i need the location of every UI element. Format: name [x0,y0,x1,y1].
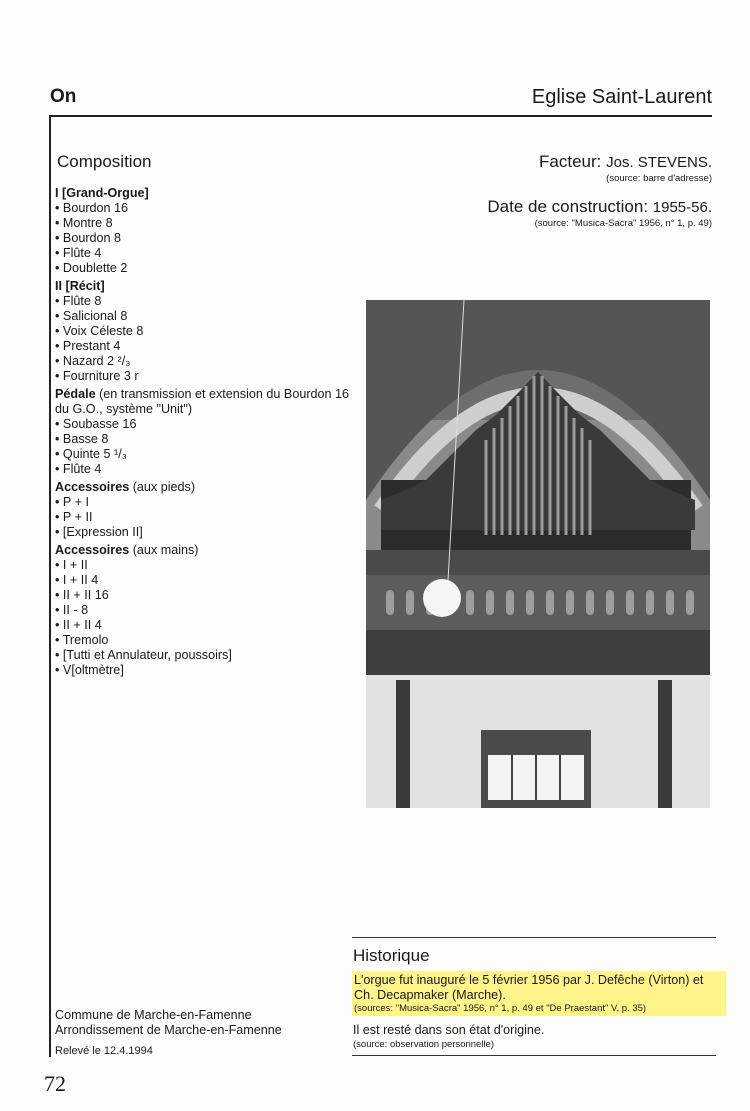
stop-item: • II - 8 [55,603,355,618]
stop-item: • I + II 4 [55,573,355,588]
division-heading [55,387,355,417]
division [55,387,355,477]
stop-item: • II + II 16 [55,588,355,603]
stop-item: • Soubasse 16 [55,417,355,432]
stop-item: • Basse 8 [55,432,355,447]
composition-title: Composition [57,152,152,171]
division-heading [55,279,355,294]
left-vertical-rule [49,115,51,1057]
stop-list [55,186,355,678]
division [55,480,355,540]
header-right: Eglise Saint-Laurent [531,86,712,108]
stop-item: • P + II [55,510,355,525]
division-heading [55,543,355,558]
organ-photo [366,300,710,808]
historique-highlight [352,971,726,1016]
stop-item: • I + II [55,558,355,573]
division-name: II [Récit] [55,279,105,293]
header-rule [50,115,712,117]
stop-item: • Flûte 8 [55,294,355,309]
stop-item: • Bourdon 16 [55,201,355,216]
division-note: (aux mains) [129,543,199,557]
division-name: Accessoires [55,543,130,557]
stop-item: • P + I [55,495,355,510]
historique-bottom-rule [352,1055,716,1056]
facteur-source: (source: barre d'adresse) [606,173,712,184]
commune-block [55,1008,282,1038]
date-label: Date de construction: [487,197,653,216]
division-heading [55,480,355,495]
date-source: (source: "Musica-Sacra" 1956, n° 1, p. 49) [534,218,712,229]
division [55,543,355,678]
header-left: On [50,86,77,107]
stop-item: • Tremolo [55,633,355,648]
division-name: I [Grand-Orgue] [55,186,149,200]
stop-item: • Flûte 4 [55,246,355,261]
stop-item: • V[oltmètre] [55,663,355,678]
stop-item: • Prestant 4 [55,339,355,354]
historique-line2: Il est resté dans son état d'origine. [353,1023,545,1037]
stop-item: • Montre 8 [55,216,355,231]
stop-item: • Fourniture 3 r [55,369,355,384]
historique-title: Historique [353,946,430,965]
historique-line1: L'orgue fut inauguré le 5 février 1956 par J. Defêche (Virton) et [354,973,704,987]
division-name: Accessoires [55,480,130,494]
facteur-value: Jos. STEVENS. [606,154,712,171]
facteur-label: Facteur: [539,152,607,171]
facteur-line [539,152,712,172]
historique-line1b: Ch. Decapmaker (Marche). [354,988,506,1002]
stop-item: • [Tutti et Annulateur, poussoirs] [55,648,355,663]
stop-item: • Quinte 5 ¹/₃ [55,447,355,462]
division-note: (en transmission et extension du Bourdon 16 du G.O., système "Unit") [55,387,350,416]
releve-date: Relevé le 12.4.1994 [55,1045,153,1057]
stop-item: • II + II 4 [55,618,355,633]
historique-source1: (sources: "Musica-Sacra" 1956, n° 1, p. 49 et "De Praestant" V, p. 35) [354,1003,647,1014]
division-note: (aux pieds) [129,480,196,494]
historique-source2: (source: observation personnelle) [353,1039,494,1050]
division [55,186,355,276]
arrondissement-name: Arrondissement de Marche-en-Famenne [55,1023,282,1037]
stop-item: • Salicional 8 [55,309,355,324]
date-line [487,197,712,217]
date-value: 1955-56. [652,199,712,216]
commune-name: Commune de Marche-en-Famenne [55,1008,252,1022]
stop-item: • Nazard 2 ²/₃ [55,354,355,369]
stop-item: • Doublette 2 [55,261,355,276]
page-number: 72 [44,1071,66,1096]
division-heading [55,186,355,201]
stop-item: • [Expression II] [55,525,355,540]
stop-item: • Bourdon 8 [55,231,355,246]
stop-item: • Flûte 4 [55,462,355,477]
division [55,279,355,384]
stop-item: • Voix Céleste 8 [55,324,355,339]
historique-top-rule [352,937,716,938]
division-name: Pédale [55,387,96,401]
